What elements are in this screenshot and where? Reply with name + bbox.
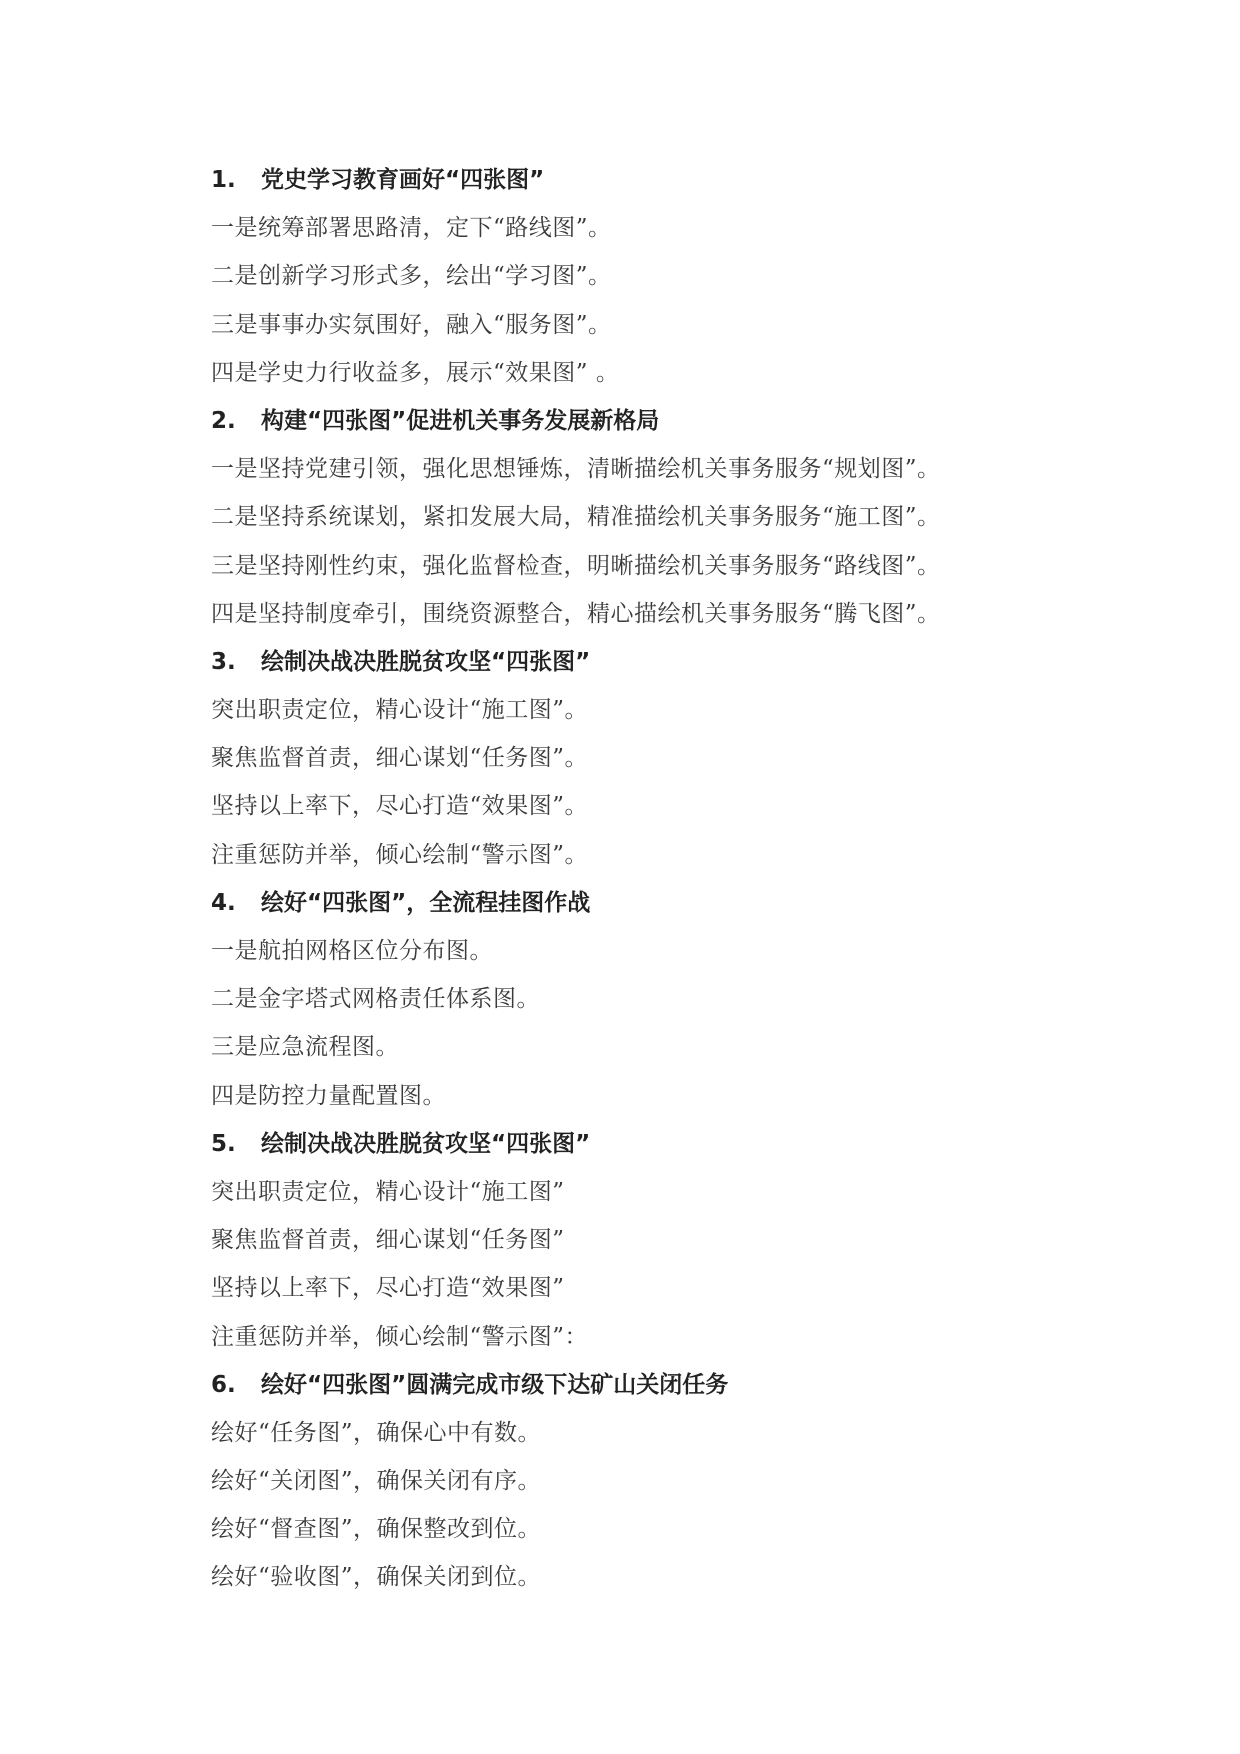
list-item: 注重惩防并举，倾心绘制“警示图”： bbox=[211, 1323, 589, 1350]
section-title: 绘制决战决胜脱贫攻坚“四张图” bbox=[261, 1130, 591, 1157]
section-number: 2. bbox=[211, 407, 236, 434]
section-number: 1. bbox=[211, 167, 236, 193]
section-heading bbox=[211, 156, 1111, 204]
section-number: 4. bbox=[211, 889, 236, 916]
list-item: 一是航拍网格区位分布图。 bbox=[211, 938, 493, 964]
list-item: 二是坚持系统谋划，紧扣发展大局，精准描绘机关事务服务“施工图”。 bbox=[211, 504, 941, 531]
document-body bbox=[211, 156, 1111, 1602]
list-item: 绘好“关闭图”，确保关闭有序。 bbox=[211, 1468, 542, 1495]
section-title: 绘制决战决胜脱贫攻坚“四张图” bbox=[261, 648, 591, 675]
list-item: 一是坚持党建引领，强化思想锤炼，清晰描绘机关事务服务“规划图”。 bbox=[211, 456, 941, 483]
section-title: 党史学习教育画好“四张图” bbox=[261, 167, 545, 193]
list-item: 绘好“任务图”，确保心中有数。 bbox=[211, 1419, 542, 1446]
section-number: 3. bbox=[211, 648, 236, 675]
list-item: 聚焦监督首责，细心谋划“任务图”。 bbox=[211, 745, 589, 772]
section-title: 绘好“四张图”圆满完成市级下达矿山关闭任务 bbox=[261, 1371, 729, 1398]
list-item: 四是坚持制度牵引，围绕资源整合，精心描绘机关事务服务“腾飞图”。 bbox=[211, 600, 941, 627]
list-item: 二是创新学习形式多，绘出“学习图”。 bbox=[211, 263, 612, 290]
list-item: 三是事事办实氛围好，融入“服务图”。 bbox=[211, 311, 612, 338]
section-heading bbox=[211, 1361, 1111, 1409]
list-item: 四是学史力行收益多，展示“效果图” 。 bbox=[211, 359, 620, 386]
list-item: 三是应急流程图。 bbox=[211, 1034, 399, 1061]
section-title: 构建“四张图”促进机关事务发展新格局 bbox=[261, 407, 660, 434]
section-heading bbox=[211, 879, 1111, 927]
list-item: 绘好“验收图”，确保关闭到位。 bbox=[211, 1564, 542, 1591]
list-item: 三是坚持刚性约束，强化监督检查，明晰描绘机关事务服务“路线图”。 bbox=[211, 552, 941, 579]
list-item: 聚焦监督首责，细心谋划“任务图” bbox=[211, 1227, 565, 1254]
section-heading bbox=[211, 638, 1111, 686]
list-item: 坚持以上率下，尽心打造“效果图” bbox=[211, 1275, 565, 1302]
section-heading bbox=[211, 397, 1111, 445]
list-item: 二是金字塔式网格责任体系图。 bbox=[211, 986, 540, 1013]
list-item: 四是防控力量配置图。 bbox=[211, 1082, 446, 1109]
section-number: 6. bbox=[211, 1371, 236, 1398]
section-heading bbox=[211, 1120, 1111, 1168]
list-item: 突出职责定位，精心设计“施工图” bbox=[211, 1178, 565, 1205]
section-number: 5. bbox=[211, 1130, 236, 1157]
list-item: 一是统筹部署思路清，定下“路线图”。 bbox=[211, 215, 612, 242]
list-item: 突出职责定位，精心设计“施工图”。 bbox=[211, 697, 589, 724]
list-item: 坚持以上率下，尽心打造“效果图”。 bbox=[211, 793, 589, 820]
list-item: 绘好“督查图”，确保整改到位。 bbox=[211, 1516, 542, 1543]
list-item: 注重惩防并举，倾心绘制“警示图”。 bbox=[211, 841, 589, 868]
section-title: 绘好“四张图”，全流程挂图作战 bbox=[261, 889, 591, 916]
